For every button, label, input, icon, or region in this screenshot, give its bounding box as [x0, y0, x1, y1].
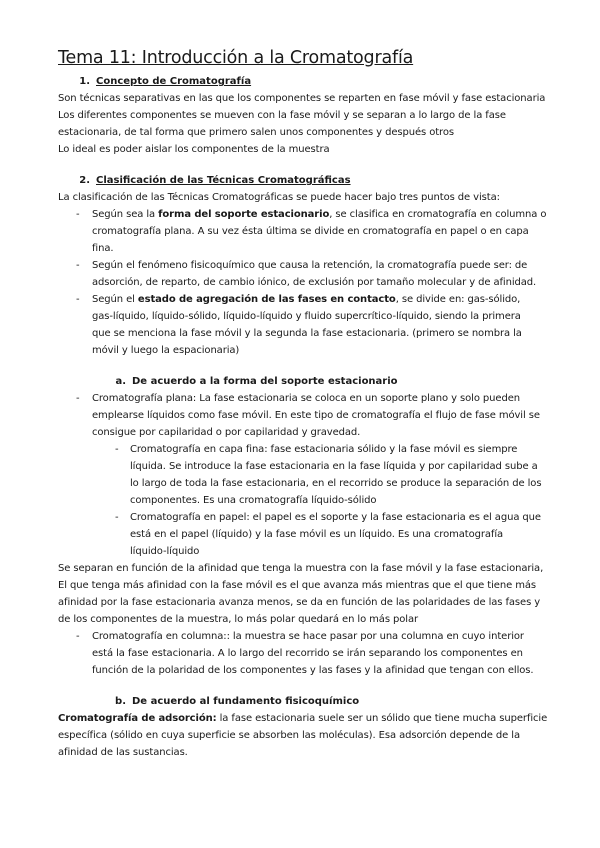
list-item: - Según el fenómeno fisicoquímico que causa la retención, la cromatografía puede ser: de adsorción, de reparto, de cambio iónico, de exclusión por tamaño molecular y de afinidad.	[76, 260, 537, 288]
paragraph-line: Cromatografía de adsorción: la fase estacionaria suele ser un sólido que tiene mucha superficie	[58, 713, 548, 724]
section-1-title: Concepto de Cromatografía	[96, 76, 252, 87]
paragraph-line: específica (sólido en cuya superficie se absorben las moléculas). Esa adsorción depende de la	[58, 730, 520, 741]
sub-list-item: - Cromatografía en papel: el papel es el soporte y la fase estacionaria es el agua que está en el papel (líquido) y la fase móvil es un líquido. Es una cromatografía líquido-líquido	[115, 512, 541, 557]
planar-list	[58, 390, 548, 560]
column-list	[58, 628, 548, 679]
subsection-b-heading	[58, 693, 548, 710]
subsection-a-number: a.	[115, 376, 126, 387]
section-2-heading	[58, 172, 548, 189]
list-item: - Según el estado de agregación de las fases en contacto, se divide en: gas-sólido, gas-líquido, líquido-sólido, líquido-líquido y fluido supercrítico-líquido, siendo la primera que se menciona la fase móvil y la segunda la fase estacionaria. (primero se nombra la móvil y luego la espacionaria)	[76, 294, 522, 356]
section-2-number: 2.	[79, 175, 90, 186]
paragraph-line: estacionaria, de tal forma que primero salen unos componentes y después otros	[58, 127, 454, 138]
list-item: - Cromatografía en columna:: la muestra se hace pasar por una columna en cuyo interior está la fase estacionaria. A lo largo del recorrido se irán separando los componentes en función de la polaridad de los componentes y las fases y la afinidad que tengan con ellos.	[76, 631, 534, 676]
classification-list	[58, 206, 548, 359]
subsection-b-number: b.	[115, 696, 126, 707]
list-item: - Según sea la forma del soporte estacionario, se clasifica en cromatografía en columna o cromatografía plana. A su vez ésta última se divide en cromatografía en papel o en capa fina.	[76, 209, 547, 254]
page-title: Tema 11: Introducción a la Cromatografía	[58, 48, 414, 68]
paragraph-line: de los componentes de la muestra, lo más polar quedará en lo más polar	[58, 614, 419, 625]
paragraph-line: Son técnicas separativas en las que los componentes se reparten en fase móvil y fase estacionaria	[58, 93, 546, 104]
document-page	[58, 47, 548, 761]
paragraph-line: afinidad de las sustancias.	[58, 747, 188, 758]
subsection-b-title: De acuerdo al fundamento fisicoquímico	[132, 696, 360, 707]
paragraph-line: Los diferentes componentes se mueven con la fase móvil y se separan a lo largo de la fase	[58, 110, 506, 121]
paragraph-line: Lo ideal es poder aislar los componentes de la muestra	[58, 144, 330, 155]
section-1-heading	[58, 73, 548, 90]
bold-term: forma del soporte estacionario	[158, 209, 330, 220]
bold-term: estado de agregación de las fases en contacto	[137, 294, 396, 305]
paragraph-line: El que tenga más afinidad con la fase móvil es el que avanza más mientras que el que tiene más	[58, 580, 536, 591]
section-2-intro: La clasificación de las Técnicas Cromatográficas se puede hacer bajo tres puntos de vista:	[58, 192, 500, 203]
subsection-a-title: De acuerdo a la forma del soporte estacionario	[132, 376, 398, 387]
bold-term: Cromatografía de adsorción:	[58, 713, 217, 724]
paragraph-line: Se separan en función de la afinidad que tenga la muestra con la fase móvil y la fase estacionaria,	[58, 563, 544, 574]
subsection-a-heading	[58, 373, 548, 390]
paragraph-line: afinidad por la fase estacionaria avanza menos, se da en función de las polaridades de las fases y	[58, 597, 541, 608]
sub-list-item: - Cromatografía en capa fina: fase estacionaria sólido y la fase móvil es siempre líquida. Se introduce la fase estacionaria en la fase líquida y por capilaridad sube a lo largo de toda la fase estacionaria, en el recorrido se produce la separación de los componentes. Es una cromatografía líquido-sólido	[115, 444, 542, 506]
list-item: - Cromatografía plana: La fase estacionaria se coloca en un soporte plano y solo pueden emplearse líquidos como fase móvil. En este tipo de cromatografía el flujo de fase móvil se consigue por capilaridad o por capilaridad y gravedad.	[76, 393, 540, 438]
section-2-title: Clasificación de las Técnicas Cromatográficas	[96, 175, 351, 186]
section-1-number: 1.	[79, 76, 90, 87]
